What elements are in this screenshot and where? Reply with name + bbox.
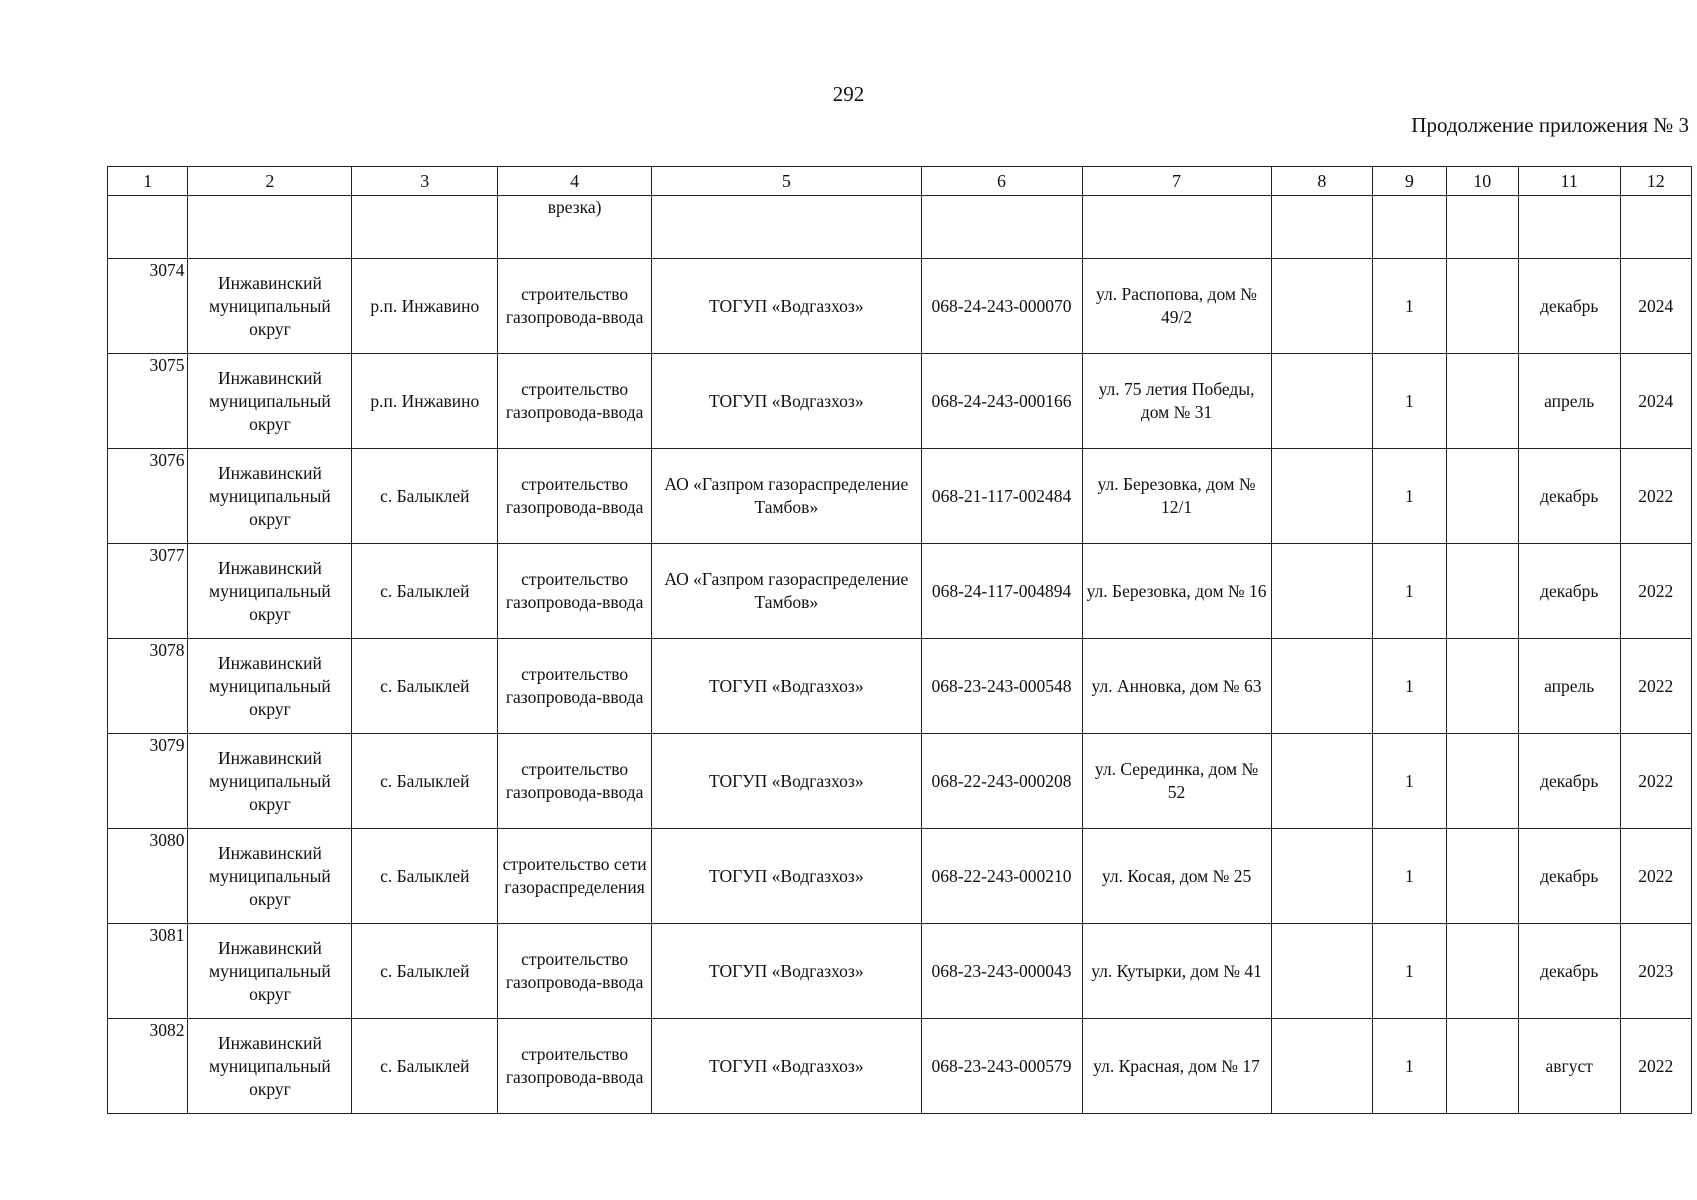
column-header: 1: [108, 167, 188, 196]
locality-cell: с. Балыклей: [352, 639, 498, 734]
table-cell: [1082, 196, 1271, 259]
table-cell: [188, 196, 352, 259]
district-cell: Инжавинский муниципальный округ: [188, 449, 352, 544]
column-10-cell: [1446, 639, 1518, 734]
district-cell: Инжавинский муниципальный округ: [188, 259, 352, 354]
column-10-cell: [1446, 829, 1518, 924]
row-number: 3074: [108, 259, 188, 354]
register-table: [107, 166, 1692, 1114]
work-type-cell: строительство газопровода-ввода: [498, 639, 652, 734]
count-cell: 1: [1373, 354, 1446, 449]
column-8-cell: [1271, 639, 1373, 734]
column-header: 5: [652, 167, 922, 196]
count-cell: 1: [1373, 449, 1446, 544]
district-cell: Инжавинский муниципальный округ: [188, 1019, 352, 1114]
column-header: 12: [1620, 167, 1692, 196]
year-cell: 2022: [1620, 734, 1692, 829]
column-10-cell: [1446, 259, 1518, 354]
work-type-cell: строительство газопровода-ввода: [498, 1019, 652, 1114]
work-type-cell: строительство газопровода-ввода: [498, 924, 652, 1019]
district-cell: Инжавинский муниципальный округ: [188, 544, 352, 639]
count-cell: 1: [1373, 829, 1446, 924]
district-cell: Инжавинский муниципальный округ: [188, 734, 352, 829]
month-cell: декабрь: [1518, 449, 1620, 544]
count-cell: 1: [1373, 544, 1446, 639]
row-number: 3078: [108, 639, 188, 734]
locality-cell: с. Балыклей: [352, 1019, 498, 1114]
table-cell: [1518, 196, 1620, 259]
column-10-cell: [1446, 734, 1518, 829]
object-code-cell: 068-22-243-000208: [921, 734, 1082, 829]
organization-cell: АО «Газпром газораспределение Тамбов»: [652, 544, 922, 639]
column-header: 8: [1271, 167, 1373, 196]
address-cell: ул. Распопова, дом № 49/2: [1082, 259, 1271, 354]
table-cell: [652, 196, 922, 259]
object-code-cell: 068-23-243-000548: [921, 639, 1082, 734]
organization-cell: ТОГУП «Водгазхоз»: [652, 924, 922, 1019]
column-8-cell: [1271, 354, 1373, 449]
table-row: [108, 544, 1692, 639]
year-cell: 2024: [1620, 259, 1692, 354]
work-type-cell: строительство газопровода-ввода: [498, 544, 652, 639]
year-cell: 2022: [1620, 1019, 1692, 1114]
work-type-cell: строительство газопровода-ввода: [498, 734, 652, 829]
object-code-cell: 068-23-243-000043: [921, 924, 1082, 1019]
work-type-cell: строительство газопровода-ввода: [498, 354, 652, 449]
address-cell: ул. Березовка, дом № 16: [1082, 544, 1271, 639]
address-cell: ул. Березовка, дом № 12/1: [1082, 449, 1271, 544]
column-8-cell: [1271, 829, 1373, 924]
column-8-cell: [1271, 544, 1373, 639]
page-number: 292: [832, 82, 865, 106]
continued-row: [108, 196, 1692, 259]
address-cell: ул. Косая, дом № 25: [1082, 829, 1271, 924]
column-header: 7: [1082, 167, 1271, 196]
address-cell: ул. Кутырки, дом № 41: [1082, 924, 1271, 1019]
district-cell: Инжавинский муниципальный округ: [188, 829, 352, 924]
work-type-cell: строительство сети газораспределения: [498, 829, 652, 924]
continued-cell: врезка): [498, 196, 652, 259]
count-cell: 1: [1373, 639, 1446, 734]
object-code-cell: 068-21-117-002484: [921, 449, 1082, 544]
column-header: 9: [1373, 167, 1446, 196]
column-10-cell: [1446, 924, 1518, 1019]
column-header: 6: [921, 167, 1082, 196]
organization-cell: ТОГУП «Водгазхоз»: [652, 354, 922, 449]
column-10-cell: [1446, 449, 1518, 544]
locality-cell: с. Балыклей: [352, 829, 498, 924]
district-cell: Инжавинский муниципальный округ: [188, 639, 352, 734]
column-header: 10: [1446, 167, 1518, 196]
year-cell: 2024: [1620, 354, 1692, 449]
table-cell: [921, 196, 1082, 259]
column-10-cell: [1446, 544, 1518, 639]
object-code-cell: 068-22-243-000210: [921, 829, 1082, 924]
column-number-row: [108, 167, 1692, 196]
column-8-cell: [1271, 734, 1373, 829]
column-10-cell: [1446, 1019, 1518, 1114]
organization-cell: АО «Газпром газораспределение Тамбов»: [652, 449, 922, 544]
year-cell: 2022: [1620, 544, 1692, 639]
table-row: [108, 639, 1692, 734]
table-row: [108, 924, 1692, 1019]
count-cell: 1: [1373, 734, 1446, 829]
column-header: 4: [498, 167, 652, 196]
row-number: 3075: [108, 354, 188, 449]
locality-cell: р.п. Инжавино: [352, 354, 498, 449]
row-number: 3081: [108, 924, 188, 1019]
table-cell: [352, 196, 498, 259]
organization-cell: ТОГУП «Водгазхоз»: [652, 639, 922, 734]
locality-cell: с. Балыклей: [352, 924, 498, 1019]
object-code-cell: 068-24-243-000070: [921, 259, 1082, 354]
column-header: 11: [1518, 167, 1620, 196]
row-number: 3080: [108, 829, 188, 924]
address-cell: ул. Красная, дом № 17: [1082, 1019, 1271, 1114]
table-row: [108, 354, 1692, 449]
district-cell: Инжавинский муниципальный округ: [188, 354, 352, 449]
row-number: 3076: [108, 449, 188, 544]
column-header: 3: [352, 167, 498, 196]
table-row: [108, 734, 1692, 829]
district-cell: Инжавинский муниципальный округ: [188, 924, 352, 1019]
month-cell: декабрь: [1518, 924, 1620, 1019]
count-cell: 1: [1373, 1019, 1446, 1114]
object-code-cell: 068-24-117-004894: [921, 544, 1082, 639]
organization-cell: ТОГУП «Водгазхоз»: [652, 259, 922, 354]
address-cell: ул. 75 летия Победы, дом № 31: [1082, 354, 1271, 449]
year-cell: 2022: [1620, 639, 1692, 734]
table-row: [108, 259, 1692, 354]
year-cell: 2023: [1620, 924, 1692, 1019]
table-cell: [108, 196, 188, 259]
locality-cell: с. Балыклей: [352, 449, 498, 544]
row-number: 3082: [108, 1019, 188, 1114]
year-cell: 2022: [1620, 829, 1692, 924]
address-cell: ул. Серединка, дом № 52: [1082, 734, 1271, 829]
table-row: [108, 829, 1692, 924]
organization-cell: ТОГУП «Водгазхоз»: [652, 1019, 922, 1114]
table-row: [108, 1019, 1692, 1114]
table-cell: [1620, 196, 1692, 259]
column-header: 2: [188, 167, 352, 196]
column-8-cell: [1271, 449, 1373, 544]
month-cell: декабрь: [1518, 259, 1620, 354]
column-8-cell: [1271, 1019, 1373, 1114]
organization-cell: ТОГУП «Водгазхоз»: [652, 829, 922, 924]
column-8-cell: [1271, 924, 1373, 1019]
month-cell: декабрь: [1518, 734, 1620, 829]
object-code-cell: 068-24-243-000166: [921, 354, 1082, 449]
table-cell: [1271, 196, 1373, 259]
continuation-title: Продолжение приложения № 3: [1411, 113, 1689, 137]
work-type-cell: строительство газопровода-ввода: [498, 449, 652, 544]
organization-cell: ТОГУП «Водгазхоз»: [652, 734, 922, 829]
column-10-cell: [1446, 354, 1518, 449]
month-cell: апрель: [1518, 639, 1620, 734]
month-cell: декабрь: [1518, 544, 1620, 639]
address-cell: ул. Анновка, дом № 63: [1082, 639, 1271, 734]
table-cell: [1446, 196, 1518, 259]
table-row: [108, 449, 1692, 544]
column-8-cell: [1271, 259, 1373, 354]
work-type-cell: строительство газопровода-ввода: [498, 259, 652, 354]
count-cell: 1: [1373, 924, 1446, 1019]
month-cell: декабрь: [1518, 829, 1620, 924]
count-cell: 1: [1373, 259, 1446, 354]
month-cell: апрель: [1518, 354, 1620, 449]
row-number: 3077: [108, 544, 188, 639]
object-code-cell: 068-23-243-000579: [921, 1019, 1082, 1114]
locality-cell: с. Балыклей: [352, 544, 498, 639]
locality-cell: р.п. Инжавино: [352, 259, 498, 354]
table-cell: [1373, 196, 1446, 259]
year-cell: 2022: [1620, 449, 1692, 544]
locality-cell: с. Балыклей: [352, 734, 498, 829]
row-number: 3079: [108, 734, 188, 829]
month-cell: август: [1518, 1019, 1620, 1114]
